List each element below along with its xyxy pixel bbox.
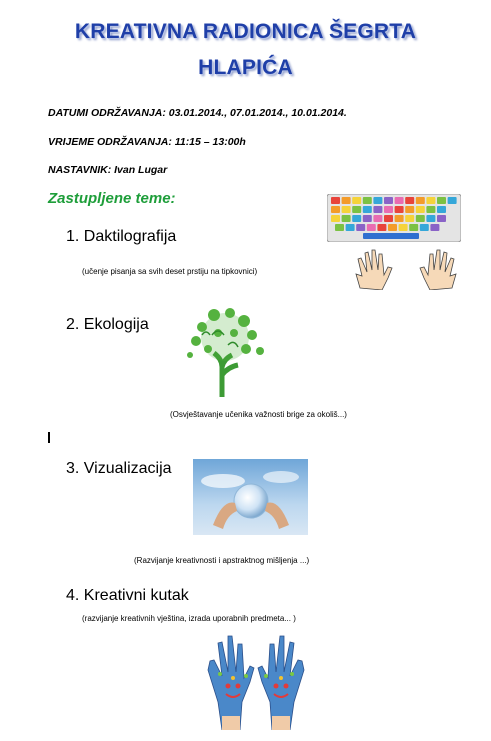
keyboard-key <box>352 206 361 213</box>
keyboard-image <box>327 194 461 242</box>
keyboard-key <box>331 197 340 204</box>
keyboard-key <box>416 215 425 222</box>
keyboard-key <box>346 224 355 231</box>
keyboard-spacebar <box>363 233 419 239</box>
keyboard-key <box>405 215 414 222</box>
keyboard-key <box>430 224 439 231</box>
time-line: VRIJEME ODRŽAVANJA: 11:15 – 13:00h <box>48 136 246 148</box>
keyboard-key <box>388 224 397 231</box>
keyboard-key <box>416 206 425 213</box>
topics-subtitle: Zastupljene teme: <box>48 190 176 207</box>
keyboard-key <box>335 224 344 231</box>
keyboard-key <box>384 215 393 222</box>
title-line-1: KREATIVNA RADIONICA ŠEGRTA <box>74 20 417 43</box>
keyboard-key <box>405 206 414 213</box>
keyboard-key <box>409 224 418 231</box>
topic-3-title: 3. Vizualizacija <box>66 460 172 477</box>
keyboard-key <box>342 197 351 204</box>
keyboard-key <box>356 224 365 231</box>
keyboard-key <box>416 197 425 204</box>
topic-1-title: 1. Daktilografija <box>66 228 177 245</box>
teacher-line: NASTAVNIK: Ivan Lugar <box>48 164 168 176</box>
keyboard-key <box>331 215 340 222</box>
keyboard-key <box>373 215 382 222</box>
keyboard-key <box>373 206 382 213</box>
keyboard-key <box>363 215 372 222</box>
topic-1-desc: (učenje pisanja sa svih deset prstiju na tipkovnici) <box>82 267 258 276</box>
keyboard-key <box>399 224 408 231</box>
keyboard-key <box>395 215 404 222</box>
keyboard-key <box>363 206 372 213</box>
keyboard-key <box>395 206 404 213</box>
keyboard-key <box>426 215 435 222</box>
keyboard-key <box>420 224 429 231</box>
keyboard-key <box>352 197 361 204</box>
text-cursor <box>48 432 50 443</box>
keyboard-key <box>352 215 361 222</box>
topic-2-desc: (Osvještavanje učenika važnosti brige za okoliš...) <box>170 410 347 419</box>
topic-2-title: 2. Ekologija <box>66 316 149 333</box>
topic-3-desc: (Razvijanje kreativnosti i apstraktnog mišljenja ...) <box>134 556 310 565</box>
topic-4-desc: (razvijanje kreativnih vještina, izrada uporabnih predmeta... ) <box>82 614 296 623</box>
keyboard-key <box>437 206 446 213</box>
tree-image <box>182 305 268 397</box>
keyboard-key <box>426 197 435 204</box>
hands-image <box>350 248 462 290</box>
keyboard-key <box>342 206 351 213</box>
keyboard-key <box>384 206 393 213</box>
keyboard-key <box>448 197 457 204</box>
keyboard-key <box>342 215 351 222</box>
topic-4-title: 4. Kreativni kutak <box>66 587 189 604</box>
keyboard-key <box>395 197 404 204</box>
keyboard-key <box>377 224 386 231</box>
keyboard-key <box>363 197 372 204</box>
dates-line: DATUMI ODRŽAVANJA: 03.01.2014., 07.01.2014., 10.01.2014. <box>48 107 347 119</box>
painted-hands-image <box>200 630 312 730</box>
keyboard-key <box>426 206 435 213</box>
title-line-2: HLAPIĆA <box>198 56 293 79</box>
glass-sphere-image <box>193 459 308 535</box>
keyboard-key <box>405 197 414 204</box>
keyboard-key <box>373 197 382 204</box>
keyboard-key <box>331 206 340 213</box>
keyboard-key <box>437 215 446 222</box>
keyboard-key <box>384 197 393 204</box>
keyboard-key <box>367 224 376 231</box>
keyboard-key <box>437 197 446 204</box>
